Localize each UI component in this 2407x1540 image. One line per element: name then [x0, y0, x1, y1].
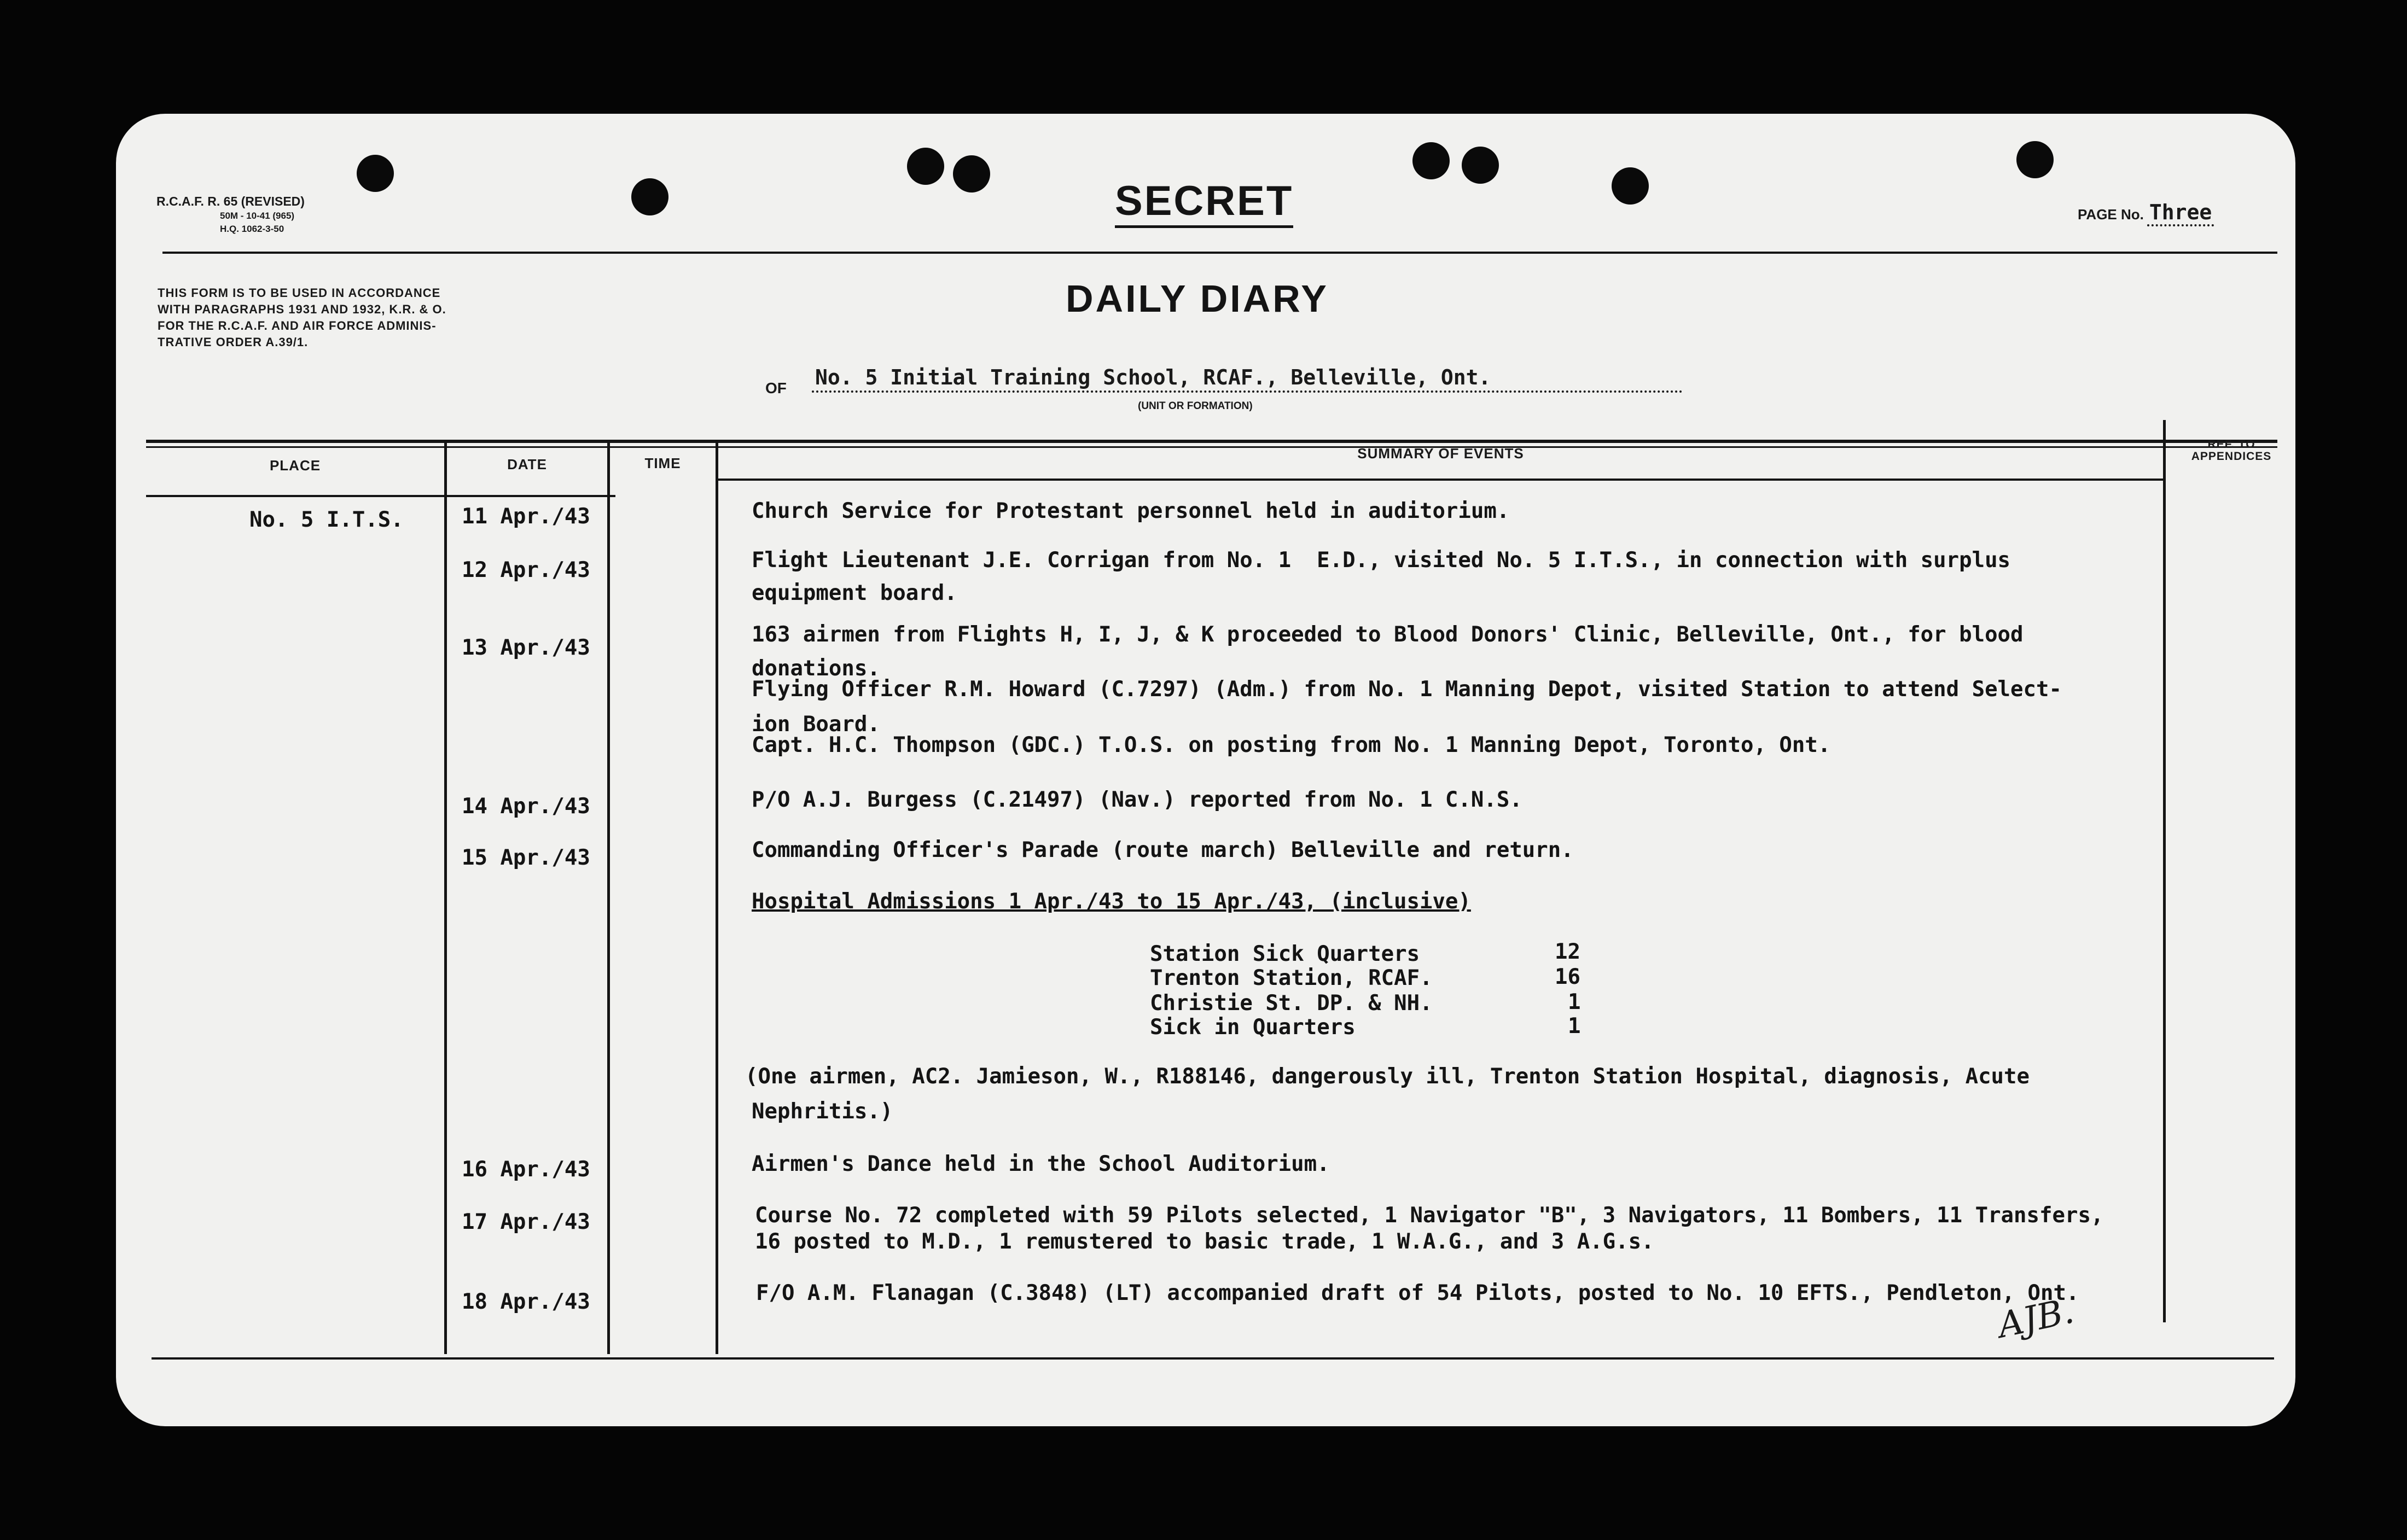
column-header-ref-line: APPENDICES	[2191, 450, 2272, 463]
unit-of-label: OF	[765, 380, 787, 396]
punch-hole	[1612, 167, 1649, 205]
page-number-label: PAGE No.	[2078, 206, 2144, 223]
date-entry: 18 Apr./43	[462, 1290, 590, 1314]
summary-line: Church Service for Protestant personnel held in auditorium.	[752, 499, 1510, 523]
column-divider	[607, 442, 610, 1354]
classification-stamp: SECRET	[1115, 178, 1293, 228]
hospital-place: Sick in Quarters	[1150, 1015, 1356, 1040]
date-entry: 14 Apr./43	[462, 794, 590, 819]
place-entry: No. 5 I.T.S.	[249, 508, 404, 532]
summary-line: donations.	[752, 656, 880, 681]
summary-line: equipment board.	[752, 581, 957, 605]
usage-note-line: THIS FORM IS TO BE USED IN ACCORDANCE	[158, 286, 441, 300]
column-divider	[2163, 420, 2166, 1322]
header-rule	[162, 252, 2277, 254]
date-entry: 13 Apr./43	[462, 635, 590, 660]
column-divider	[716, 442, 718, 1354]
summary-header-rule	[718, 479, 2164, 481]
table-top-rule	[146, 440, 2277, 443]
date-entry: 17 Apr./43	[462, 1210, 590, 1234]
summary-line: Flight Lieutenant J.E. Corrigan from No. 1 E.D., visited No. 5 I.T.S., in connection with surplus	[752, 548, 2011, 573]
hospital-place: Station Sick Quarters	[1150, 942, 1420, 966]
form-print-line: 50M - 10-41 (965)	[220, 211, 295, 221]
usage-note-line: FOR THE R.C.A.F. AND AIR FORCE ADMINIS-	[158, 319, 437, 332]
column-divider	[444, 442, 447, 1354]
hospital-count: 1	[1568, 1014, 1581, 1039]
hospital-count: 1	[1568, 990, 1581, 1014]
summary-line: Course No. 72 completed with 59 Pilots selected, 1 Navigator "B", 3 Navigators, 11 Bombers, 11 Transfers,	[755, 1203, 2104, 1228]
summary-line: ion Board.	[752, 712, 880, 737]
handwritten-initials: AJB.	[1994, 1291, 2078, 1346]
unit-name: No. 5 Initial Training School, RCAF., Belleville, Ont.	[812, 365, 1683, 393]
summary-line: (One airmen, AC2. Jamieson, W., R188146, dangerously ill, Trenton Station Hospital, diagnosis, Acute	[745, 1064, 2030, 1089]
page-number	[2078, 200, 2214, 224]
usage-note-line: TRATIVE ORDER A.39/1.	[158, 335, 309, 349]
form-hq-line: H.Q. 1062-3-50	[220, 224, 284, 234]
table-bottom-rule	[152, 1357, 2274, 1360]
punch-hole	[631, 178, 668, 215]
form-code-block	[156, 193, 305, 236]
column-header-ref	[2166, 439, 2295, 463]
punch-hole	[1462, 147, 1499, 184]
date-entry: 15 Apr./43	[462, 845, 590, 870]
punch-hole	[2016, 141, 2054, 178]
summary-line: Nephritis.)	[752, 1099, 893, 1124]
hospital-count: 16	[1555, 965, 1580, 989]
column-header-date: DATE	[507, 456, 547, 472]
punch-hole	[953, 155, 990, 192]
date-entry: 12 Apr./43	[462, 558, 590, 582]
punch-hole	[907, 148, 944, 185]
hospital-place: Trenton Station, RCAF.	[1150, 966, 1433, 990]
summary-line: Flying Officer R.M. Howard (C.7297) (Adm.) from No. 1 Manning Depot, visited Station to attend Select-	[752, 677, 2062, 702]
column-header-summary: SUMMARY OF EVENTS	[1357, 445, 1524, 462]
column-header-place: PLACE	[269, 457, 321, 474]
summary-line: F/O A.M. Flanagan (C.3848) (LT) accompanied draft of 54 Pilots, posted to No. 10 EFTS., Pendleton, Ont.	[756, 1281, 2079, 1305]
usage-note	[158, 285, 446, 351]
usage-note-line: WITH PARAGRAPHS 1931 AND 1932, K.R. & O.	[158, 302, 446, 316]
punch-hole	[357, 155, 394, 192]
summary-line: Commanding Officer's Parade (route march) Belleville and return.	[752, 838, 1574, 862]
column-header-time: TIME	[644, 455, 681, 471]
summary-line: 16 posted to M.D., 1 remustered to basic trade, 1 W.A.G., and 3 A.G.s.	[755, 1229, 1654, 1254]
summary-line: Capt. H.C. Thompson (GDC.) T.O.S. on posting from No. 1 Manning Depot, Toronto, Ont.	[752, 733, 1831, 757]
summary-line: P/O A.J. Burgess (C.21497) (Nav.) reported from No. 1 C.N.S.	[752, 788, 1522, 812]
form-title: DAILY DIARY	[1066, 277, 1329, 320]
hospital-count: 12	[1555, 940, 1580, 964]
hospital-admissions-heading: Hospital Admissions 1 Apr./43 to 15 Apr./43, (inclusive)	[752, 889, 1471, 914]
date-entry: 16 Apr./43	[462, 1157, 590, 1182]
punch-hole	[1412, 142, 1450, 179]
page-number-value: Three	[2147, 200, 2214, 226]
form-code: R.C.A.F. R. 65 (REVISED)	[156, 194, 305, 208]
diary-form-card	[116, 114, 2295, 1426]
hospital-place: Christie St. DP. & NH.	[1150, 991, 1433, 1016]
header-bottom-rule	[146, 495, 615, 497]
column-header-ref-line: REF. TO	[2207, 438, 2255, 451]
unit-caption: (UNIT OR FORMATION)	[1138, 400, 1253, 412]
summary-line: Airmen's Dance held in the School Auditorium.	[752, 1152, 1330, 1176]
date-entry: 11 Apr./43	[462, 504, 590, 529]
summary-line: 163 airmen from Flights H, I, J, & K proceeded to Blood Donors' Clinic, Belleville, Ont., for blood	[752, 622, 2024, 647]
